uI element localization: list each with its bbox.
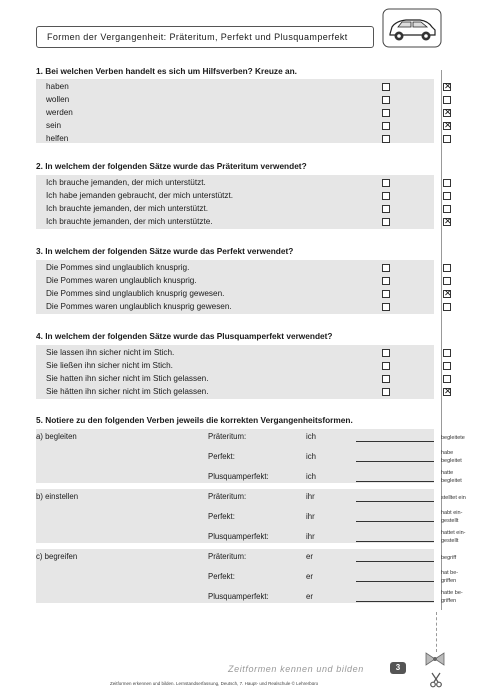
option-text: Ich habe jemanden gebraucht, der mich unterstützt. [46, 191, 234, 200]
copyright-credit: Zeitformen erkennen und bilden. Lernstandserfassung, Deutsch, 7. Haupt- und Realschule © Lehrerbüro [110, 681, 319, 686]
answer-checkbox[interactable] [382, 290, 390, 298]
solution-checkbox [443, 109, 451, 117]
verb-label: c) begreifen [36, 552, 78, 561]
footer-title: Zeitformen kennen und bilden [228, 664, 364, 674]
solution-hint [441, 469, 462, 485]
question-1-box [36, 79, 434, 143]
tense-label: Präteritum: [208, 492, 247, 501]
solution-hint-line: begleitet [441, 478, 462, 484]
option-text: Sie lassen ihn sicher nicht im Stich. [46, 348, 175, 357]
solution-hint-line: griffen [441, 578, 457, 584]
pronoun-label: er [306, 552, 313, 561]
car-icon [382, 8, 442, 48]
option-text: haben [46, 82, 69, 91]
answer-checkbox[interactable] [382, 303, 390, 311]
cut-line [436, 612, 437, 652]
solution-checkbox [443, 277, 451, 285]
question-1-title: 1. Bei welchen Verben handelt es sich um Hilfsverben? Kreuze an. [36, 66, 297, 76]
answer-blank[interactable] [356, 461, 434, 462]
answer-checkbox[interactable] [382, 109, 390, 117]
solution-checkbox [443, 303, 451, 311]
pronoun-label: ihr [306, 512, 315, 521]
answer-checkbox[interactable] [382, 218, 390, 226]
answer-checkbox[interactable] [382, 83, 390, 91]
solution-checkbox [443, 264, 451, 272]
check-mark-icon: ✕ [444, 216, 452, 226]
option-text: wollen [46, 95, 70, 104]
tense-label: Plusquamperfekt: [208, 592, 269, 601]
solution-checkbox [443, 122, 451, 130]
pronoun-label: ich [306, 472, 316, 481]
option-text: Sie hätten ihn sicher nicht im Stich gelassen. [46, 387, 209, 396]
solution-hint [441, 569, 458, 585]
solution-hint-line: hattet ein- [441, 530, 466, 536]
check-mark-icon: ✕ [444, 120, 452, 130]
solution-hint-line: begleitete [441, 435, 465, 441]
verb-group [36, 489, 434, 543]
worksheet-title: Formen der Vergangenheit: Präteritum, Perfekt und Plusquamperfekt [47, 32, 348, 42]
worksheet-header [36, 26, 374, 48]
tense-label: Plusquamperfekt: [208, 472, 269, 481]
answer-checkbox[interactable] [382, 349, 390, 357]
tense-label: Plusquamperfekt: [208, 532, 269, 541]
answer-checkbox[interactable] [382, 362, 390, 370]
solution-hint-line: hatte [441, 470, 454, 476]
pronoun-label: ihr [306, 492, 315, 501]
answer-blank[interactable] [356, 561, 434, 562]
solution-checkbox [443, 290, 451, 298]
bow-icon [424, 652, 446, 666]
pronoun-label: er [306, 592, 313, 601]
verb-group [36, 549, 434, 603]
option-text: helfen [46, 134, 69, 143]
solution-checkbox [443, 362, 451, 370]
pronoun-label: ich [306, 432, 316, 441]
verb-label: b) einstellen [36, 492, 79, 501]
option-text: Sie hatten ihn sicher nicht im Stich gelassen. [46, 374, 209, 383]
solution-hint [441, 589, 463, 605]
check-mark-icon: ✕ [444, 386, 452, 396]
answer-blank[interactable] [356, 441, 434, 442]
answer-checkbox[interactable] [382, 122, 390, 130]
option-text: Ich brauchte jemanden, der mich unterstützt. [46, 204, 209, 213]
solution-checkbox [443, 192, 451, 200]
tense-label: Perfekt: [208, 512, 235, 521]
option-text: Ich brauche jemanden, der mich unterstützt. [46, 178, 206, 187]
answer-blank[interactable] [356, 601, 434, 602]
tense-label: Präteritum: [208, 552, 247, 561]
solution-checkbox [443, 349, 451, 357]
pronoun-label: er [306, 572, 313, 581]
question-4-box [36, 345, 434, 399]
answer-checkbox[interactable] [382, 135, 390, 143]
option-text: Die Pommes sind unglaublich knusprig. [46, 263, 190, 272]
solution-hint-line: habt ein- [441, 510, 463, 516]
verb-group [36, 429, 434, 483]
solution-hint-line: begriff [441, 555, 457, 561]
question-4-title: 4. In welchem der folgenden Sätze wurde das Plusquamperfekt verwendet? [36, 331, 333, 341]
solution-hint-line: stelltet ein [441, 495, 466, 501]
solution-hint [441, 494, 466, 502]
tense-label: Perfekt: [208, 452, 235, 461]
answer-blank[interactable] [356, 521, 434, 522]
option-text: Die Pommes sind unglaublich knusprig gewesen. [46, 289, 225, 298]
answer-checkbox[interactable] [382, 192, 390, 200]
scissors-icon [428, 672, 444, 688]
tense-label: Präteritum: [208, 432, 247, 441]
solution-checkbox [443, 135, 451, 143]
solution-hint [441, 509, 462, 525]
answer-blank[interactable] [356, 541, 434, 542]
solution-hint-line: gestellt [441, 538, 459, 544]
answer-checkbox[interactable] [382, 179, 390, 187]
check-mark-icon: ✕ [444, 107, 452, 117]
solution-checkbox [443, 83, 451, 91]
solution-hint-line: habe [441, 450, 454, 456]
solution-hint [441, 529, 465, 545]
solution-checkbox [443, 179, 451, 187]
option-text: Sie ließen ihn sicher nicht im Stich. [46, 361, 173, 370]
solution-hint-line: gestellt [441, 518, 459, 524]
answer-checkbox[interactable] [382, 264, 390, 272]
check-mark-icon: ✕ [444, 288, 452, 298]
answer-checkbox[interactable] [382, 205, 390, 213]
solution-checkbox [443, 96, 451, 104]
option-text: Die Pommes waren unglaublich knusprig. [46, 276, 197, 285]
option-text: Ich brauchte jemanden, der mich unterstützte. [46, 217, 213, 226]
question-3-box [36, 260, 434, 314]
option-text: Die Pommes waren unglaublich knusprig gewesen. [46, 302, 232, 311]
question-3-title: 3. In welchem der folgenden Sätze wurde das Perfekt verwendet? [36, 246, 294, 256]
question-2-box [36, 175, 434, 229]
answer-blank[interactable] [356, 501, 434, 502]
page-number: 3 [390, 662, 406, 674]
solution-hint-line: hatte be- [441, 590, 463, 596]
solution-hint-line: begleitet [441, 458, 462, 464]
answer-checkbox[interactable] [382, 277, 390, 285]
solution-hint-line: griffen [441, 598, 457, 604]
answer-checkbox[interactable] [382, 375, 390, 383]
pronoun-label: ihr [306, 532, 315, 541]
solution-hint [441, 449, 462, 465]
option-text: werden [46, 108, 73, 117]
solution-hint-line: hat be- [441, 570, 459, 576]
solution-checkbox [443, 205, 451, 213]
answer-blank[interactable] [356, 581, 434, 582]
verb-label: a) begleiten [36, 432, 77, 441]
solution-checkbox [443, 388, 451, 396]
option-text: sein [46, 121, 62, 130]
solution-hint [441, 434, 465, 442]
solution-checkbox [443, 218, 451, 226]
tense-label: Perfekt: [208, 572, 235, 581]
pronoun-label: ich [306, 452, 316, 461]
answer-checkbox[interactable] [382, 96, 390, 104]
answer-checkbox[interactable] [382, 388, 390, 396]
solution-checkbox [443, 375, 451, 383]
answer-blank[interactable] [356, 481, 434, 482]
check-mark-icon: ✕ [444, 81, 452, 91]
question-2-title: 2. In welchem der folgenden Sätze wurde das Präteritum verwendet? [36, 161, 307, 171]
solution-hint [441, 554, 456, 562]
question-5-title: 5. Notiere zu den folgenden Verben jeweils die korrekten Vergangenheitsformen. [36, 415, 353, 425]
